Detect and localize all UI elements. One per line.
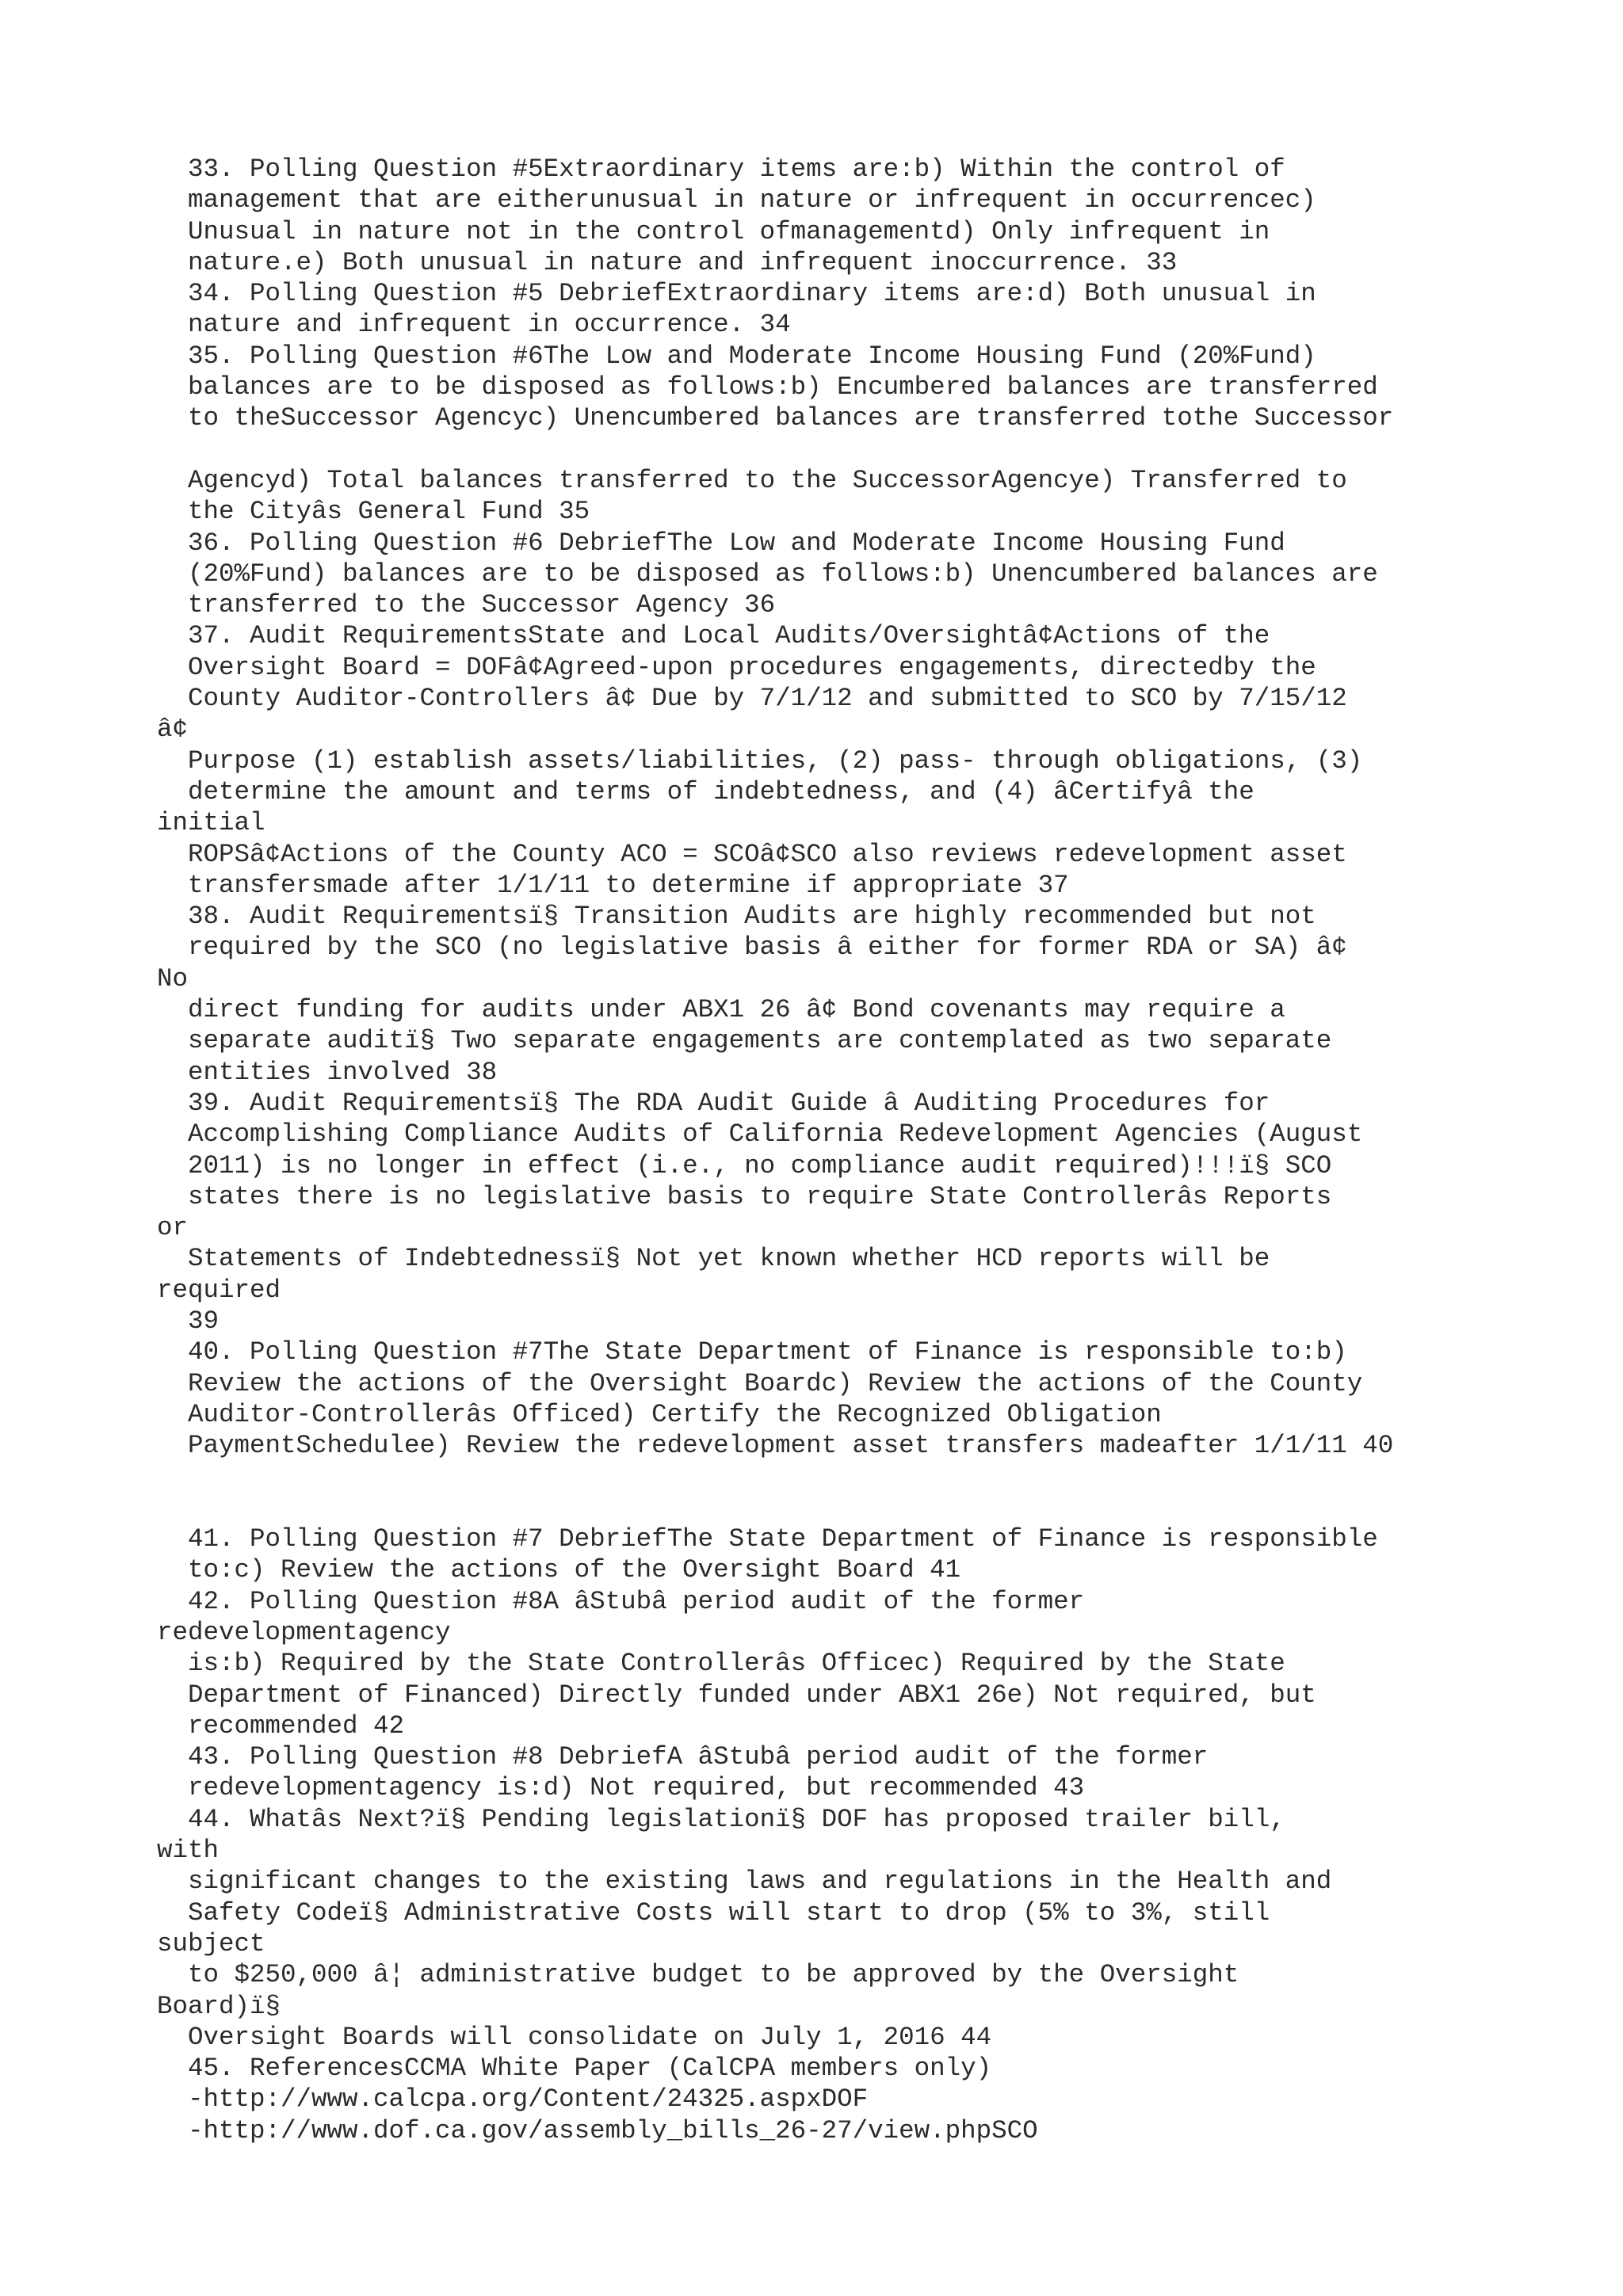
document-line: 40. Polling Question #7The State Department of Finance is responsible to:b) bbox=[157, 1337, 1347, 1367]
document-line: determine the amount and terms of indebtedness, and (4) âCertifyâ the bbox=[157, 776, 1254, 807]
document-line: redevelopmentagency is:d) Not required, but recommended 43 bbox=[157, 1773, 1085, 1803]
document-line: 36. Polling Question #6 DebriefThe Low and Moderate Income Housing Fund bbox=[157, 528, 1285, 558]
document-line: required bbox=[157, 1275, 281, 1305]
document-line: the Cityâs General Fund 35 bbox=[157, 497, 590, 527]
document-line: Accomplishing Compliance Audits of California Redevelopment Agencies (August bbox=[157, 1119, 1363, 1150]
document-line: significant changes to the existing laws and regulations in the Health and bbox=[157, 1867, 1332, 1897]
document-line: Review the actions of the Oversight Boardc) Review the actions of the County bbox=[157, 1368, 1363, 1398]
document-line: 35. Polling Question #6The Low and Moderate Income Housing Fund (20%Fund) bbox=[157, 341, 1316, 371]
document-line: 37. Audit RequirementsState and Local Audits/Oversightâ¢Actions of the bbox=[157, 621, 1270, 651]
document-line: 33. Polling Question #5Extraordinary items are:b) Within the control of bbox=[157, 154, 1285, 184]
document-line: 45. ReferencesCCMA White Paper (CalCPA members only) bbox=[157, 2054, 992, 2084]
document-line: Auditor-Controllerâs Officed) Certify the Recognized Obligation bbox=[157, 1399, 1162, 1429]
document-line: 43. Polling Question #8 DebriefA âStubâ period audit of the former bbox=[157, 1742, 1209, 1772]
document-line: transfersmade after 1/1/11 to determine if appropriate 37 bbox=[157, 870, 1069, 900]
document-line: 39. Audit Requirementsï§ The RDA Audit Guide â Auditing Procedures for bbox=[157, 1088, 1270, 1118]
document-line: Unusual in nature not in the control ofmanagementd) Only infrequent in bbox=[157, 216, 1270, 246]
document-line: No bbox=[157, 963, 189, 994]
document-line: County Auditor-Controllers â¢ Due by 7/1/12 and submitted to SCO by 7/15/12 bbox=[157, 684, 1347, 714]
document-line: PaymentSchedulee) Review the redevelopment asset transfers madeafter 1/1/11 40 bbox=[157, 1431, 1394, 1461]
document-line: 41. Polling Question #7 DebriefThe State Department of Finance is responsible bbox=[157, 1524, 1378, 1554]
document-line: management that are eitherunusual in nature or infrequent in occurrencec) bbox=[157, 185, 1316, 215]
document-line: 39 bbox=[157, 1306, 220, 1336]
document-line: redevelopmentagency bbox=[157, 1617, 451, 1647]
document-line bbox=[157, 1461, 1599, 1492]
document-line: Board)ï§ bbox=[157, 1991, 281, 2021]
document-line: direct funding for audits under ABX1 26 â¢ Bond covenants may require a bbox=[157, 995, 1285, 1025]
document-line: 38. Audit Requirementsï§ Transition Audits are highly recommended but not bbox=[157, 902, 1316, 932]
document-line: Oversight Boards will consolidate on July 1, 2016 44 bbox=[157, 2022, 992, 2052]
document-line: Statements of Indebtednessï§ Not yet known whether HCD reports will be bbox=[157, 1244, 1270, 1274]
document-line: entities involved 38 bbox=[157, 1057, 498, 1087]
document-line: nature and infrequent in occurrence. 34 bbox=[157, 310, 791, 340]
document-line: nature.e) Both unusual in nature and infrequent inoccurrence. 33 bbox=[157, 247, 1178, 277]
document-line: to theSuccessor Agencyc) Unencumbered balances are transferred tothe Successor bbox=[157, 403, 1394, 433]
document-line: Purpose (1) establish assets/liabilities, (2) pass- through obligations, (3) bbox=[157, 746, 1363, 776]
document-line: Safety Codeï§ Administrative Costs will start to drop (5% to 3%, still bbox=[157, 1897, 1270, 1928]
document-line: 42. Polling Question #8A âStubâ period audit of the former bbox=[157, 1586, 1085, 1616]
document-line bbox=[157, 434, 1599, 465]
document-line: 2011) is no longer in effect (i.e., no compliance audit required)!!!ï§ SCO bbox=[157, 1150, 1332, 1180]
document-text bbox=[157, 154, 1599, 2146]
document-line: subject bbox=[157, 1928, 265, 1958]
document-line: is:b) Required by the State Controllerâs Officec) Required by the State bbox=[157, 1649, 1285, 1679]
document-line: states there is no legislative basis to require State Controllerâs Reports bbox=[157, 1181, 1332, 1211]
document-line: to:c) Review the actions of the Oversight Board 41 bbox=[157, 1555, 961, 1585]
document-line: (20%Fund) balances are to be disposed as follows:b) Unencumbered balances are bbox=[157, 559, 1378, 589]
document-line: required by the SCO (no legislative basis â either for former RDA or SA) â¢ bbox=[157, 933, 1347, 963]
document-line: -http://www.dof.ca.gov/assembly_bills_26-27/view.phpSCO bbox=[157, 2115, 1038, 2145]
document-line: Oversight Board = DOFâ¢Agreed-upon procedures engagements, directedby the bbox=[157, 652, 1316, 682]
document-line: transferred to the Successor Agency 36 bbox=[157, 590, 776, 620]
document-line: with bbox=[157, 1836, 220, 1866]
document-line: ROPSâ¢Actions of the County ACO = SCOâ¢SCO also reviews redevelopment asset bbox=[157, 839, 1347, 869]
document-line: to $250,000 â¦ administrative budget to be approved by the Oversight bbox=[157, 1960, 1239, 1990]
document-line: â¢ bbox=[157, 715, 189, 745]
document-line: balances are to be disposed as follows:b) Encumbered balances are transferred bbox=[157, 372, 1378, 402]
document-line: Department of Financed) Directly funded under ABX1 26e) Not required, but bbox=[157, 1680, 1316, 1710]
document-line: separate auditï§ Two separate engagements are contemplated as two separate bbox=[157, 1026, 1332, 1056]
document-line: recommended 42 bbox=[157, 1711, 405, 1741]
document-line: or bbox=[157, 1213, 189, 1243]
document-line: -http://www.calcpa.org/Content/24325.aspxDOF bbox=[157, 2084, 869, 2115]
document-line: 44. Whatâs Next?ï§ Pending legislationï§ DOF has proposed trailer bill, bbox=[157, 1804, 1285, 1834]
document-line: 34. Polling Question #5 DebriefExtraordinary items are:d) Both unusual in bbox=[157, 279, 1316, 309]
document-line bbox=[157, 1493, 1599, 1524]
document-line: initial bbox=[157, 808, 265, 838]
document-line: Agencyd) Total balances transferred to the SuccessorAgencye) Transferred to bbox=[157, 465, 1347, 495]
